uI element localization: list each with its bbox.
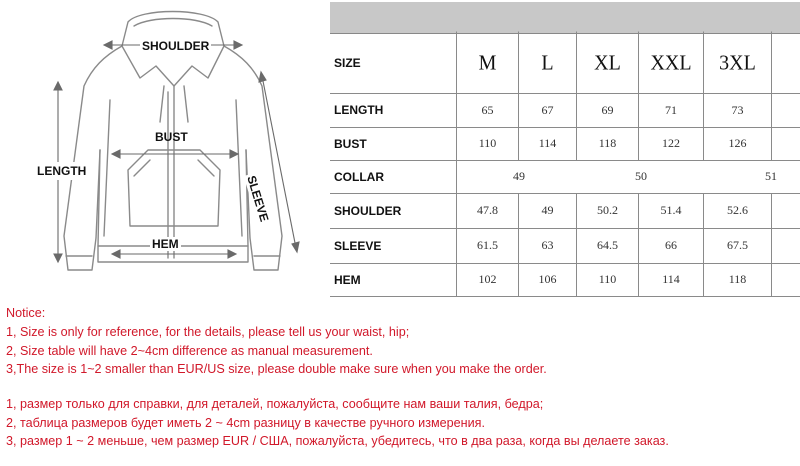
collar-row-label: COLLAR [334, 169, 384, 184]
notice-en-2: 2, Size table will have 2~4cm difference as manual measurement. [6, 344, 373, 358]
collar-values-area-2 [706, 160, 800, 193]
notice-ru-2: 2, таблица размеров будет иметь 2 ~ 4cm разницу в качестве ручного измерения. [6, 416, 485, 430]
bust-row [330, 127, 800, 161]
size-xxl: XXL [638, 32, 703, 95]
shoulder-3xl: 52.6 [703, 193, 771, 228]
size-header-label: SIZE [334, 56, 361, 70]
length-m: 65 [456, 93, 518, 127]
collar-value-2: 50 [635, 169, 647, 183]
hem-row [330, 263, 800, 297]
size-extra-column [771, 32, 800, 95]
notice-ru-1: 1, размер только для справки, для деталей, пожалуйста, сообщите нам ваши талия, бедра; [6, 397, 544, 411]
notice-title: Notice: [6, 306, 46, 320]
bust-label: BUST [155, 130, 188, 144]
shoulder-xl: 50.2 [576, 193, 638, 228]
length-row-label: LENGTH [334, 103, 384, 117]
size-l: L [518, 32, 576, 95]
hem-row-label: HEM [334, 272, 361, 287]
hem-m: 102 [456, 263, 518, 296]
length-l: 67 [518, 93, 576, 127]
table-header-band [330, 2, 800, 34]
collar-value-1: 49 [513, 169, 525, 183]
bust-row-label: BUST [334, 136, 367, 151]
sleeve-extra [771, 228, 800, 263]
bust-3xl: 126 [703, 127, 771, 160]
sleeve-m: 61.5 [456, 228, 518, 263]
length-row [330, 93, 800, 128]
size-xl: XL [576, 32, 638, 95]
sleeve-xl: 64.5 [576, 228, 638, 263]
shoulder-label: SHOULDER [142, 39, 210, 53]
sleeve-label: SLEEVE [244, 173, 272, 224]
hem-3xl: 118 [703, 263, 771, 296]
bust-extra [771, 127, 800, 160]
length-extra [771, 93, 800, 127]
shoulder-xxl: 51.4 [638, 193, 703, 228]
size-table [330, 2, 800, 298]
hem-xxl: 114 [638, 263, 703, 296]
sleeve-xxl: 66 [638, 228, 703, 263]
shoulder-l: 49 [518, 193, 576, 228]
bust-xxl: 122 [638, 127, 703, 160]
sleeve-l: 63 [518, 228, 576, 263]
size-header-row [330, 33, 800, 94]
hem-extra [771, 263, 800, 296]
bust-m: 110 [456, 127, 518, 160]
bust-l: 114 [518, 127, 576, 160]
length-xl: 69 [576, 93, 638, 127]
garment-diagram [0, 0, 330, 300]
notice-en-3: 3,The size is 1~2 smaller than EUR/US size, please double make sure when you make the order. [6, 362, 547, 376]
hem-xl: 110 [576, 263, 638, 296]
shoulder-extra [771, 193, 800, 228]
hem-l: 106 [518, 263, 576, 296]
shoulder-row [330, 193, 800, 229]
shoulder-m: 47.8 [456, 193, 518, 228]
length-xxl: 71 [638, 93, 703, 127]
collar-value-3: 51 [765, 169, 777, 183]
sleeve-3xl: 67.5 [703, 228, 771, 263]
notice-ru-3: 3, размер 1 ~ 2 меньше, чем размер EUR / США, пожалуйста, убедитесь, что в два раза, когда вы делаете заказ. [6, 434, 669, 448]
length-label: LENGTH [37, 164, 87, 178]
hem-label: HEM [152, 237, 179, 251]
sleeve-row [330, 228, 800, 264]
size-m: M [456, 32, 518, 95]
collar-row [330, 160, 800, 194]
sleeve-row-label: SLEEVE [334, 238, 382, 253]
bust-xl: 118 [576, 127, 638, 160]
size-3xl: 3XL [703, 32, 771, 95]
length-3xl: 73 [703, 93, 771, 127]
collar-values-area [456, 160, 706, 193]
notice-en-1: 1, Size is only for reference, for the details, please tell us your waist, hip; [6, 325, 410, 339]
shoulder-row-label: SHOULDER [334, 203, 402, 218]
